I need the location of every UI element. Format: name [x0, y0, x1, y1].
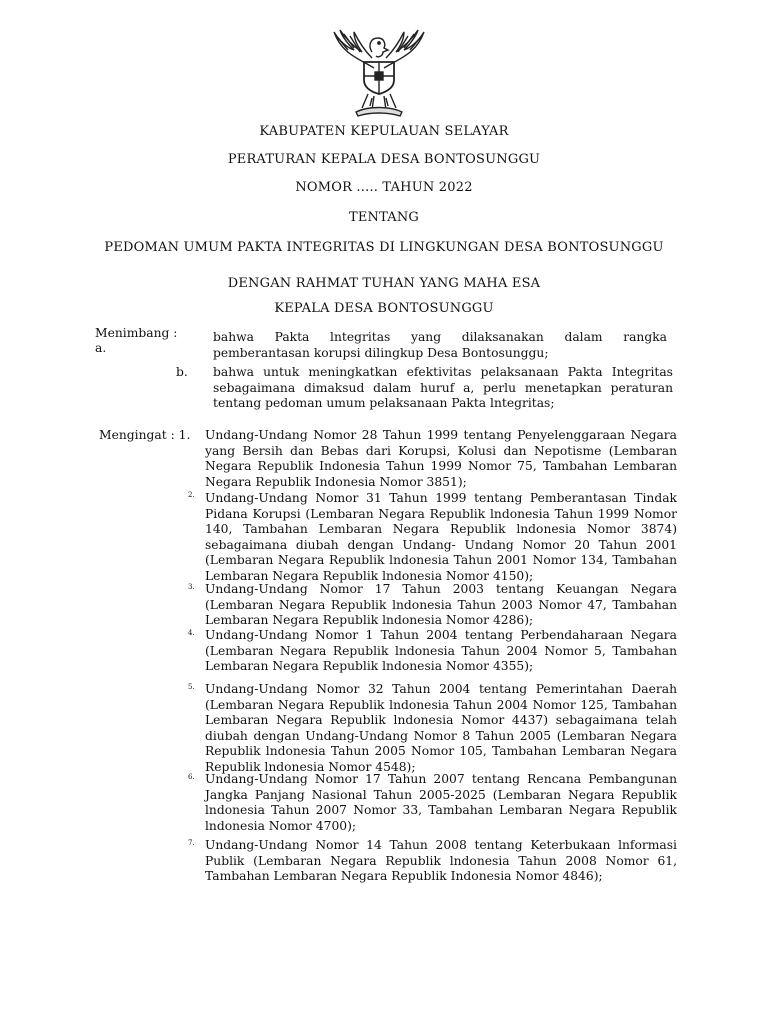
regency-title: KABUPATEN KEPULAUAN SELAYAR — [259, 124, 509, 139]
mengingat-marker-5: 5. — [188, 683, 195, 691]
about-heading: TENTANG — [348, 210, 420, 225]
blessing-line: DENGAN RAHMAT TUHAN YANG MAHA ESA — [227, 276, 541, 291]
mengingat-marker-2: 2. — [188, 491, 195, 499]
menimbang-marker-b: b. — [176, 365, 188, 379]
mengingat-item-1: Undang-Undang Nomor 28 Tahun 1999 tentang Penyelenggaraan Negara yang Bersih dan Bebas dari Korupsi, Kolusi dan Nepotisme (Lembaran Negara Republik Indonesia Tahun 1999 Nomor 75, Tambahan Lembaran Negara Republik Indonesia Nomor 3851); — [205, 428, 677, 489]
mengingat-marker-7: 7. — [188, 839, 195, 847]
garuda-pancasila-emblem-icon — [328, 28, 430, 120]
mengingat-label: Mengingat : 1. — [99, 428, 191, 442]
regulation-number: NOMOR ..... TAHUN 2022 — [295, 180, 473, 195]
mengingat-marker-6: 6. — [188, 773, 195, 781]
menimbang-label: Menimbang : — [95, 326, 178, 340]
mengingat-item-3: Undang-Undang Nomor 17 Tahun 2003 tentang Keuangan Negara (Lembaran Negara Republik lndonesia Tahun 2003 Nomor 47, Tambahan Lembaran Negara Republik lndonesia Nomor 4286); — [205, 582, 677, 628]
mengingat-marker-4: 4. — [188, 629, 195, 637]
regulation-title: PERATURAN KEPALA DESA BONTOSUNGGU — [227, 152, 541, 167]
mengingat-item-6: Undang-Undang Nomor 17 Tahun 2007 tentang Rencana Pembangunan Jangka Panjang Nasional Tahun 2005-2025 (Lembaran Negara Republik lndonesia Tahun 2007 Nomor 33, Tambahan Lembaran Negara Republik lndonesia Nomor 4700); — [205, 772, 677, 833]
mengingat-item-5: Undang-Undang Nomor 32 Tahun 2004 tentang Pemerintahan Daerah (Lembaran Negara Republik lndonesia Tahun 2004 Nomor 125, Tambahan Lembaran Negara Republik lndonesia Nomor 4437) sebagaimana telah diubah dengan Undang-Undang Nomor 8 Tahun 2005 (Lembaran Negara Republik lndonesia Tahun 2005 Nomor 105, Tambahan Lembaran Negara Republik lndonesia Nomor 4548); — [205, 682, 677, 774]
menimbang-item-b: bahwa untuk meningkatkan efektivitas pelaksanaan Pakta Integritas sebagaimana dimaksud dalam huruf a, perlu menetapkan peraturan tentang pedoman umum pelaksanaan Pakta lntegritas; — [213, 365, 673, 411]
regulation-subject: PEDOMAN UMUM PAKTA INTEGRITAS DI LINGKUNGAN DESA BONTOSUNGGU — [104, 240, 664, 255]
mengingat-item-7: Undang-Undang Nomor 14 Tahun 2008 tentang Keterbukaan lnformasi Publik (Lembaran Negara Republik lndonesia Tahun 2008 Nomor 61, Tambahan Lembaran Negara Republik Indonesia Nomor 4846); — [205, 838, 677, 884]
mengingat-marker-3: 3. — [188, 583, 195, 591]
menimbang-marker-a: a. — [95, 341, 107, 355]
mengingat-item-4: Undang-Undang Nomor 1 Tahun 2004 tentang Perbendaharaan Negara (Lembaran Negara Republik lndonesia Tahun 2004 Nomor 5, Tambahan Lembaran Negara Republik lndonesia Nomor 4355); — [205, 628, 677, 674]
mengingat-item-2: Undang-Undang Nomor 31 Tahun 1999 tentang Pemberantasan Tindak Pidana Korupsi (Lembaran Negara Republik lndonesia Tahun 1999 Nomor 140, Tambahan Lembaran Negara Republik lndonesia Nomor 3874) sebagaimana diubah dengan Undang- Undang Nomor 20 Tahun 2001 (Lembaran Negara Republik lndonesia Tahun 2001 Nomor 134, Tambahan Lembaran Negara Republik lndonesia Nomor 4150); — [205, 491, 677, 583]
menimbang-item-a: bahwa Pakta lntegritas yang dilaksanakan dalam rangka pemberantasan korupsi dilingkup Desa Bontosunggu; — [213, 330, 667, 360]
official-title: KEPALA DESA BONTOSUNGGU — [274, 301, 494, 316]
